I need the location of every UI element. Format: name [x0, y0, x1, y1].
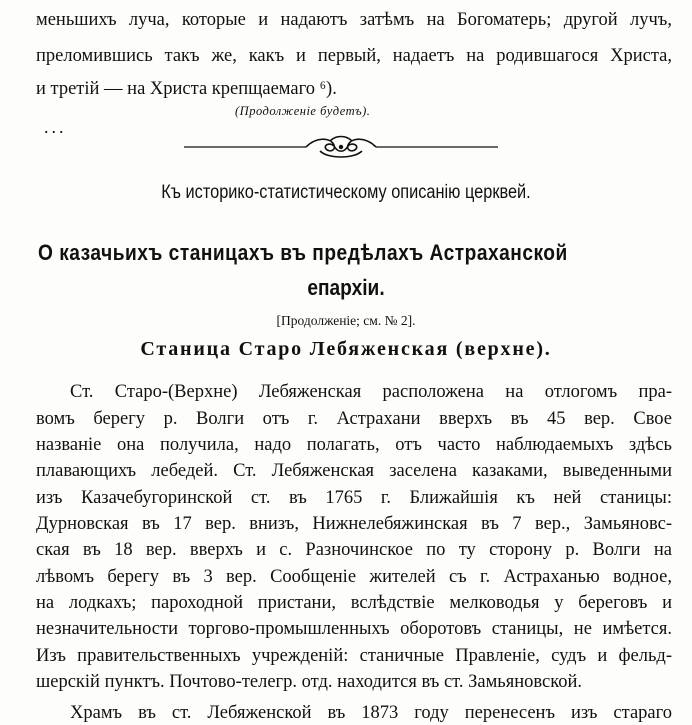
- continuation-note: (Продолженіе будетъ).: [235, 104, 371, 118]
- body-line: вомъ берегу р. Волги отъ г. Астрахани вверхъ въ 45 вер. Свое: [36, 409, 672, 429]
- body-line: плавающихъ лебедей. Ст. Лебяженская заселена казаками, выведенными: [36, 461, 672, 481]
- subsection-title: Станица Старо Лебяженская (верхне).: [140, 338, 552, 360]
- ornamental-divider-icon: [180, 133, 502, 161]
- article-note: [Продолженіе; см. № 2].: [276, 313, 416, 328]
- intro-line-3: и третій — на Христа крепщаемаго ⁶).: [36, 79, 337, 99]
- section-title: Къ историко-статистическому описанію церквей.: [161, 182, 531, 203]
- article-title: О казачьихъ станицахъ въ предѣлахъ Астраханской: [38, 240, 568, 265]
- body-line: Храмъ въ ст. Лебяженской въ 1873 году перенесенъ изъ стараго: [70, 703, 672, 723]
- ellipsis-mark: ...: [44, 117, 67, 137]
- body-line: Ст. Старо-(Верхне) Лебяженская расположена на отлогомъ пра-: [70, 382, 672, 402]
- intro-line-1: меньшихъ луча, которые и надаютъ затѣмъ на Богоматерь; другой лучъ,: [36, 10, 672, 30]
- article-title-continuation: епархіи.: [307, 275, 385, 300]
- body-line: ская въ 18 вер. вверхъ и с. Разночинское по ту сторону р. Волги на: [36, 540, 672, 560]
- body-line: шерскій пунктъ. Почтово-телегр. отд. находится въ ст. Замьяновской.: [36, 672, 583, 692]
- body-line: на лодкахъ; пароходной пристани, вслѣдствіе мелководья у береговъ и: [36, 593, 672, 613]
- body-line: Изъ правительственныхъ учрежденій: станичные Правленіе, судъ и фельд-: [36, 646, 672, 666]
- intro-line-2: преломившись такъ же, какъ и первый, надаетъ на родившагося Христа,: [36, 46, 672, 66]
- body-line: названіе она получила, надо полагать, отъ часто наблюдаемыхъ здѣсь: [36, 435, 672, 455]
- body-line: лѣвомъ берегу въ 3 вер. Сообщеніе жителей съ г. Астраханью водное,: [36, 567, 672, 587]
- body-line: Дурновская въ 17 вер. внизъ, Нижнелебяжинская въ 7 вер., Замьяновс-: [36, 514, 672, 534]
- body-line: незначительности торгово-промышленныхъ оборотовъ станицы, не имѣется.: [36, 619, 672, 639]
- body-line: изъ Казачебугоринской ст. въ 1765 г. Ближайшія къ ней станицы:: [36, 488, 672, 508]
